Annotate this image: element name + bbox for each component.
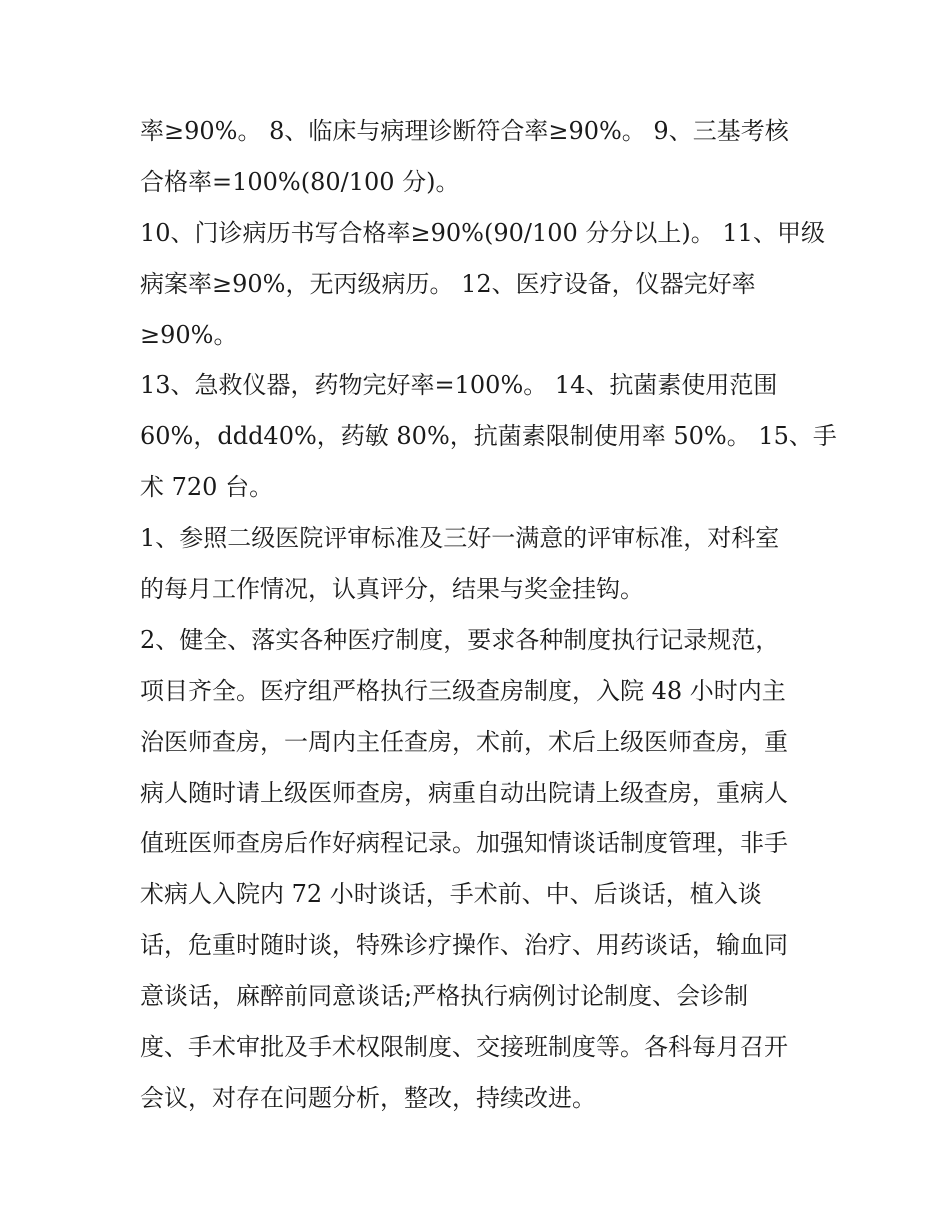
- text-line: 度、手术审批及手术权限制度、交接班制度等。各科每月召开: [140, 1033, 788, 1062]
- text-line: 病人随时请上级医师查房，病重自动出院请上级查房，重病人: [140, 778, 788, 807]
- text-line: 会议，对存在问题分析，整改，持续改进。: [140, 1083, 596, 1112]
- text-line: 60%，ddd40%，药敏 80%，抗菌素限制使用率 50%。 15、手: [140, 422, 837, 451]
- text-line: 项目齐全。医疗组严格执行三级查房制度，入院 48 小时内主: [140, 676, 786, 705]
- text-line: 值班医师查房后作好病程记录。加强知情谈话制度管理，非手: [140, 829, 788, 858]
- text-line: 2、健全、落实各种医疗制度，要求各种制度执行记录规范，: [140, 625, 780, 654]
- text-line: 话，危重时随时谈，特殊诊疗操作、治疗、用药谈话，输血同: [140, 931, 788, 960]
- text-line: 的每月工作情况，认真评分，结果与奖金挂钩。: [140, 575, 644, 604]
- text-line: 治医师查房，一周内主任查房，术前，术后上级医师查房，重: [140, 727, 788, 756]
- text-line: 率≥90%。 8、临床与病理诊断符合率≥90%。 9、三基考核: [140, 117, 789, 145]
- text-line: 合格率=100%(80/100 分)。: [140, 167, 460, 196]
- text-line: 术 720 台。: [140, 473, 274, 502]
- text-line: 病案率≥90%，无丙级病历。 12、医疗设备，仪器完好率: [140, 269, 756, 298]
- text-line: 13、急救仪器，药物完好率=100%。 14、抗菌素使用范围: [140, 371, 778, 400]
- text-line: ≥90%。: [140, 320, 238, 349]
- text-line: 1、参照二级医院评审标准及三好一满意的评审标准，对科室: [140, 524, 780, 553]
- text-line: 意谈话，麻醉前同意谈话;严格执行病例讨论制度、会诊制: [140, 982, 749, 1011]
- document-body: [140, 106, 837, 1124]
- text-line: 术病人入院内 72 小时谈话，手术前、中、后谈话，植入谈: [140, 880, 762, 909]
- text-line: 10、门诊病历书写合格率≥90%(90/100 分分以上)。 11、甲级: [140, 218, 825, 247]
